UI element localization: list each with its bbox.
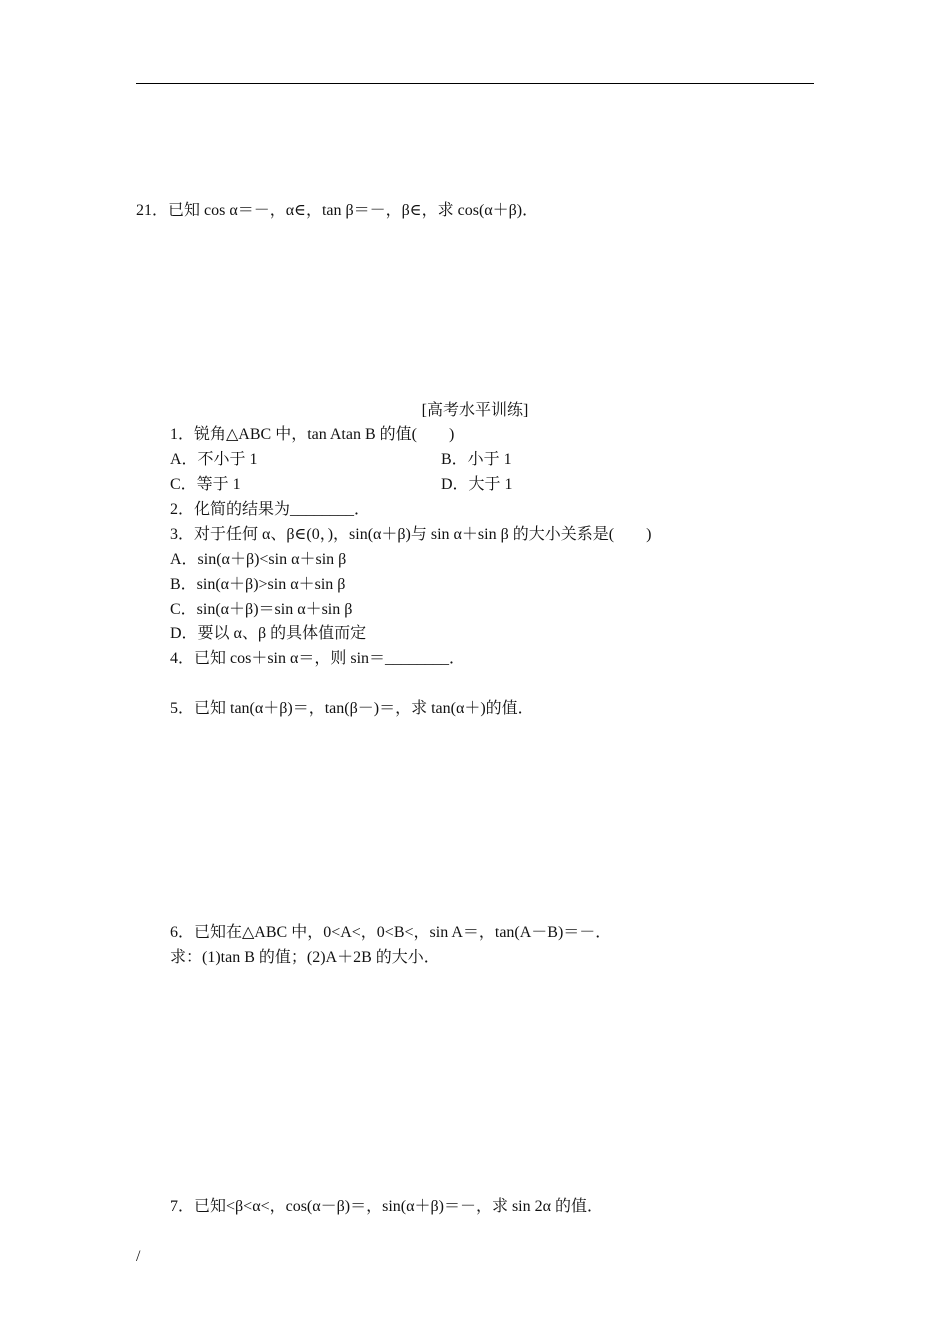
problem-1: 1．锐角△ABC 中，tan Atan B 的值( ): [170, 426, 455, 443]
problem-1-option-c: C．等于 1: [170, 476, 241, 493]
problem-5: 5．已知 tan(α＋β)＝，tan(β－)＝，求 tan(α＋)的值．: [170, 700, 534, 717]
problem-3-option-c: C．sin(α＋β)＝sin α＋sin β: [170, 601, 353, 618]
problem-3-option-b: B．sin(α＋β)>sin α＋sin β: [170, 576, 346, 593]
problem-2: 2．化简的结果为________．: [170, 501, 371, 518]
problem-4: 4．已知 cos＋sin α＝，则 sin＝________．: [170, 650, 466, 667]
problem-3-option-d: D．要以 α、β 的具体值而定: [170, 625, 367, 642]
problem-1-option-a: A．不小于 1: [170, 451, 258, 468]
problem-6-subquestions: 求：(1)tan B 的值；(2)A＋2B 的大小．: [170, 949, 440, 966]
problem-3-option-a: A．sin(α＋β)<sin α＋sin β: [170, 551, 347, 568]
problem-3: 3．对于任何 α、β∈(0，)，sin(α＋β)与 sin α＋sin β 的大小关系是( ): [170, 526, 652, 543]
footer-slash: /: [136, 1248, 141, 1265]
problem-6: 6．已知在△ABC 中，0<A<，0<B<，sin A＝，tan(A－B)＝－．: [170, 924, 612, 941]
section-title: [高考水平训练]: [421, 402, 529, 419]
problem-7: 7．已知<β<α<，cos(α－β)＝，sin(α＋β)＝－，求 sin 2α 的值．: [170, 1198, 604, 1215]
problem-1-option-b: B．小于 1: [441, 451, 512, 468]
question-21: 21．已知 cos α＝－，α∈，tan β＝－，β∈，求 cos(α＋β)．: [136, 202, 539, 219]
header-rule: [136, 83, 814, 84]
problem-1-option-d: D．大于 1: [441, 476, 513, 493]
